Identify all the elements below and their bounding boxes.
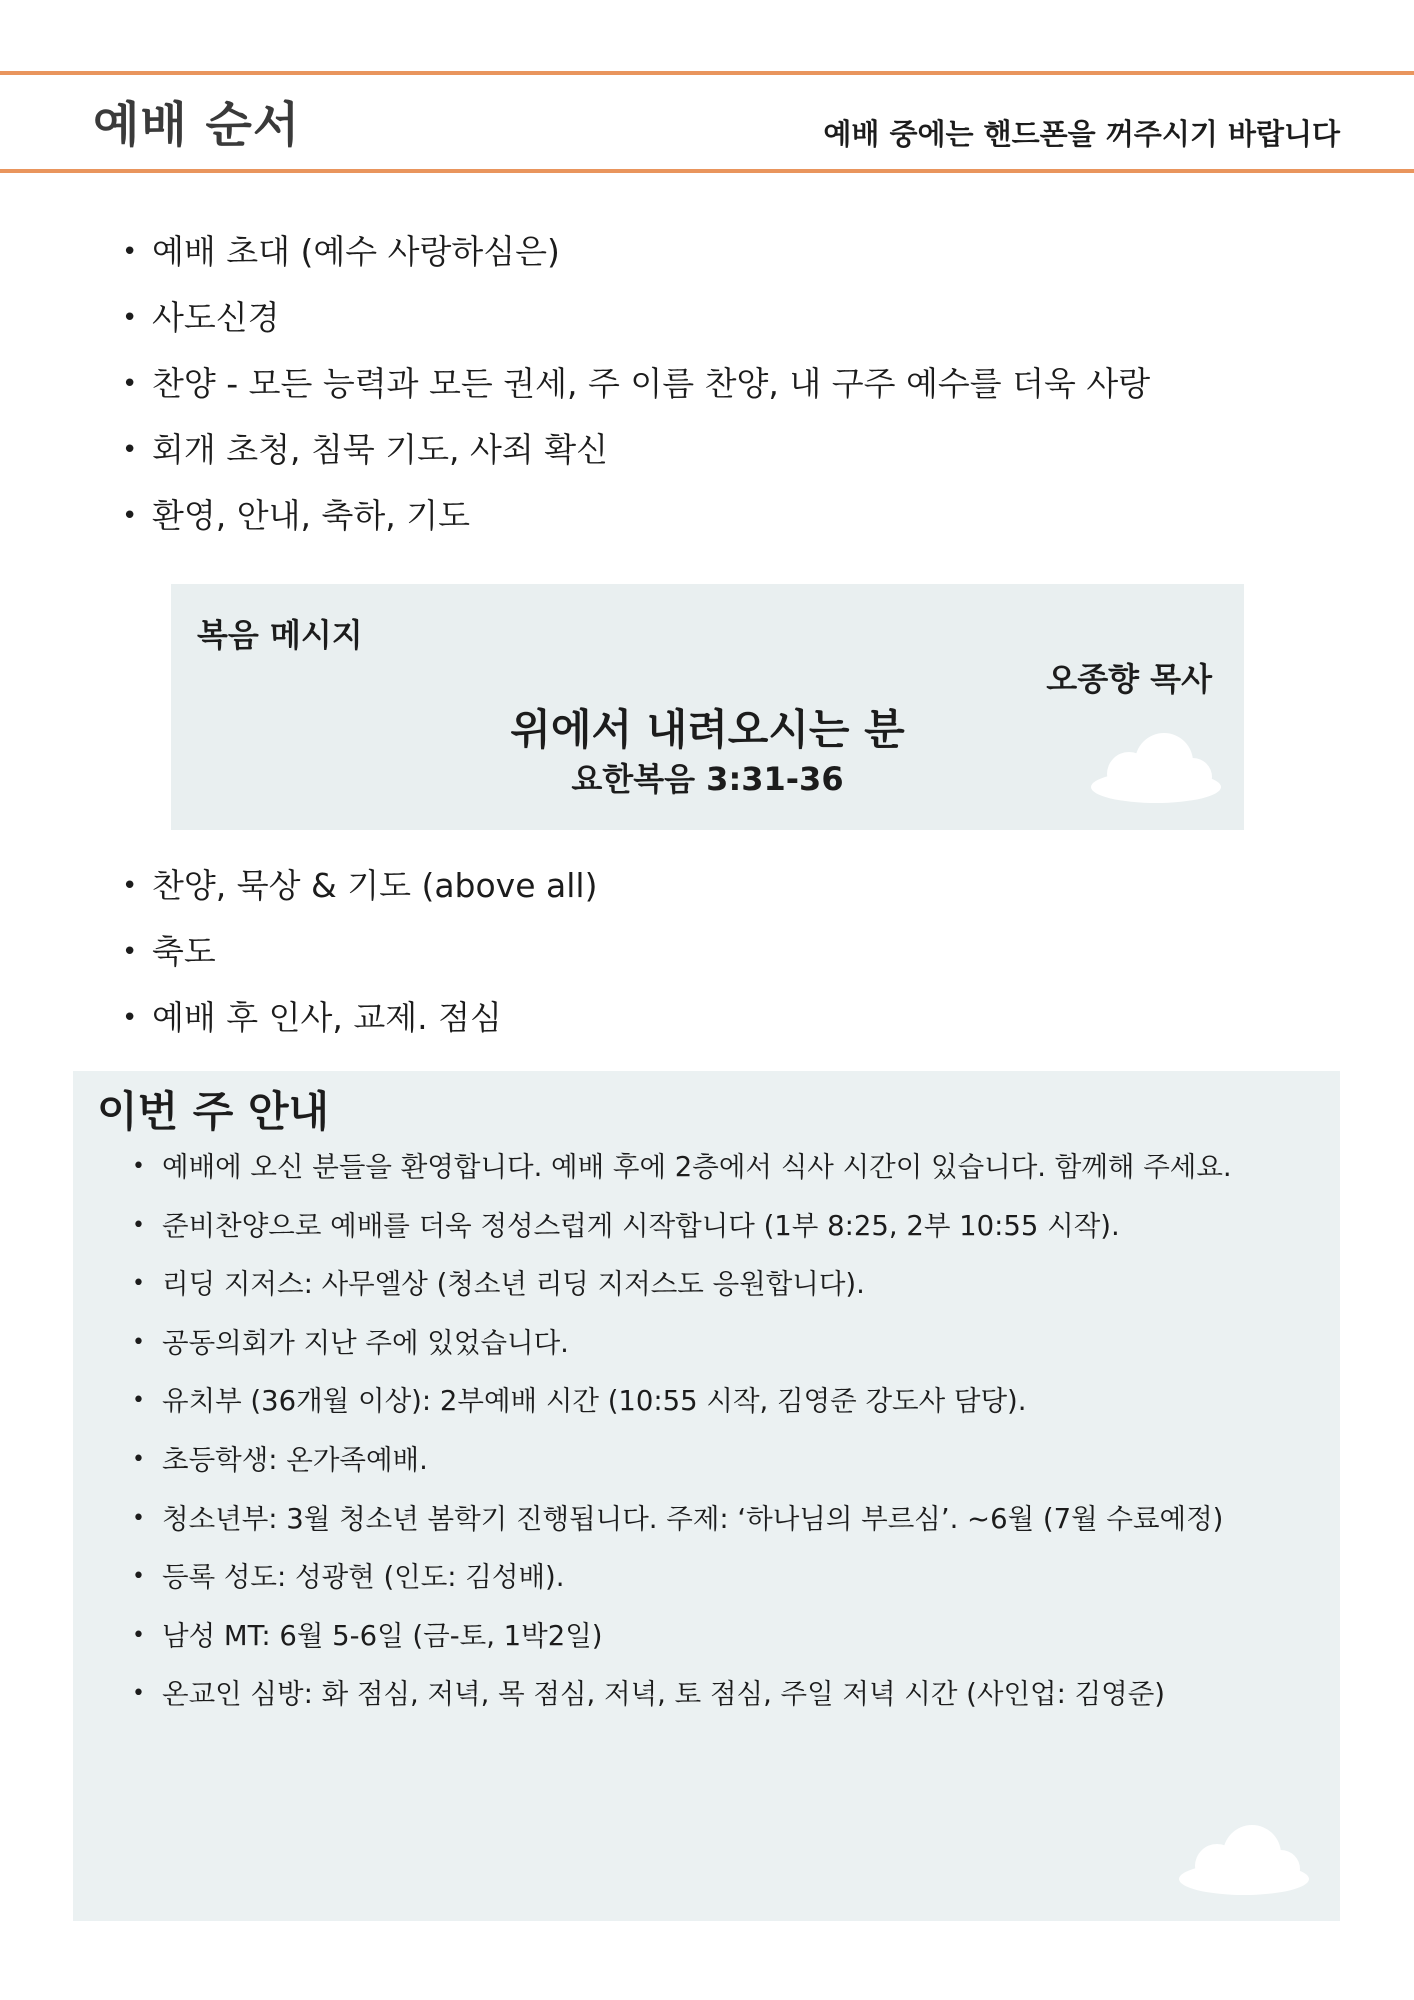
list-item: • 남성 MT: 6월 5-6일 (금-토, 1박2일) bbox=[132, 1616, 1232, 1675]
list-item: • 유치부 (36개월 이상): 2부예배 시간 (10:55 시작, 김영준 강도사 담당). bbox=[132, 1381, 1232, 1440]
list-item: • 초등학생: 온가족예배. bbox=[132, 1440, 1232, 1499]
list-item: • 등록 성도: 성광현 (인도: 김성배). bbox=[132, 1557, 1232, 1616]
announcements-box bbox=[73, 1071, 1340, 1921]
list-item: • 사도신경 bbox=[122, 296, 1150, 362]
list-item: • 리딩 지저스: 사무엘상 (청소년 리딩 지저스도 응원합니다). bbox=[132, 1264, 1232, 1323]
list-item: • 준비찬양으로 예배를 더욱 정성스럽게 시작합니다 (1부 8:25, 2부 10:55 시작). bbox=[132, 1206, 1232, 1265]
list-item: • 청소년부: 3월 청소년 봄학기 진행됩니다. 주제: ‘하나님의 부르심’. ~6월 (7월 수료예정) bbox=[132, 1499, 1232, 1558]
sermon-label: 복음 메시지 bbox=[197, 616, 363, 654]
sermon-title: 위에서 내려오시는 분 bbox=[510, 705, 905, 754]
cloud-icon bbox=[1089, 732, 1223, 804]
list-item: • 온교인 심방: 화 점심, 저녁, 목 점심, 저녁, 토 점심, 주일 저녁 시간 (사인업: 김영준) bbox=[132, 1674, 1232, 1733]
announcements-heading: 이번 주 안내 bbox=[97, 1087, 330, 1136]
list-item: • 찬양, 묵상 & 기도 (above all) bbox=[122, 864, 597, 930]
header-bottom-rule bbox=[0, 169, 1414, 173]
phone-notice: 예배 중에는 핸드폰을 꺼주시기 바랍니다 bbox=[823, 117, 1340, 151]
list-item: • 환영, 안내, 축하, 기도 bbox=[122, 494, 1150, 560]
page-title: 예배 순서 bbox=[93, 97, 301, 153]
list-item: • 회개 초청, 침묵 기도, 사죄 확신 bbox=[122, 428, 1150, 494]
worship-order-list bbox=[122, 230, 1150, 560]
header-top-rule bbox=[0, 71, 1414, 75]
list-item: • 공동의회가 지난 주에 있었습니다. bbox=[132, 1323, 1232, 1382]
worship-order-list-continued bbox=[122, 864, 597, 1062]
preacher-name: 오종향 목사 bbox=[1046, 660, 1212, 698]
list-item: • 축도 bbox=[122, 930, 597, 996]
list-item: • 찬양 - 모든 능력과 모든 권세, 주 이름 찬양, 내 구주 예수를 더욱 사랑 bbox=[122, 362, 1150, 428]
sermon-box bbox=[171, 584, 1244, 830]
scripture-reference: 요한복음 3:31-36 bbox=[571, 760, 844, 798]
list-item: • 예배에 오신 분들을 환영합니다. 예배 후에 2층에서 식사 시간이 있습니다. 함께해 주세요. bbox=[132, 1147, 1232, 1206]
cloud-icon bbox=[1177, 1824, 1311, 1896]
list-item: • 예배 후 인사, 교제. 점심 bbox=[122, 996, 597, 1062]
announcements-list bbox=[132, 1147, 1232, 1733]
list-item: • 예배 초대 (예수 사랑하심은) bbox=[122, 230, 1150, 296]
